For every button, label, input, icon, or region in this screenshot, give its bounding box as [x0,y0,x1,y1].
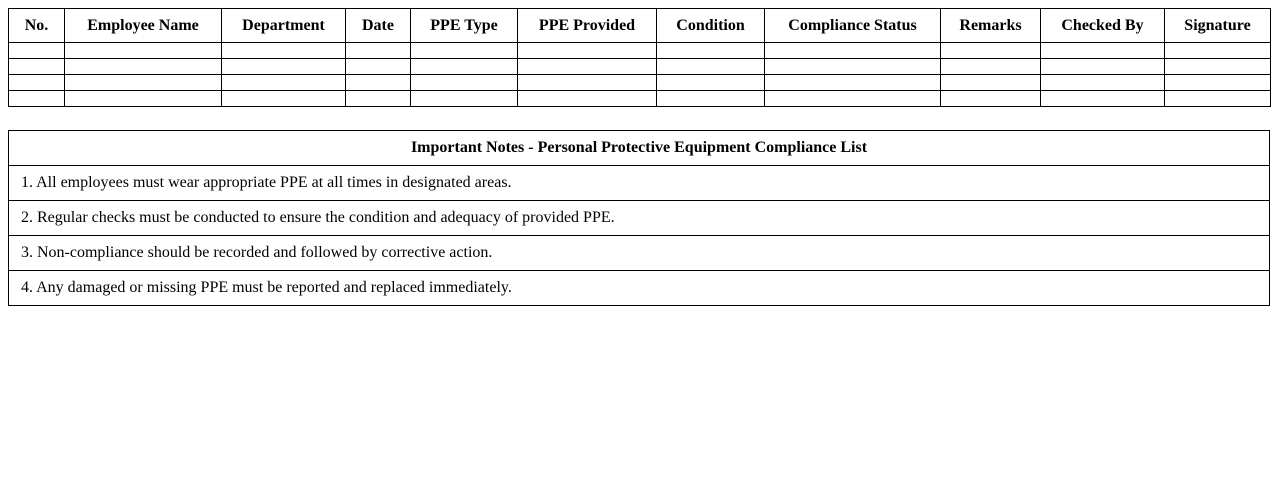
table-cell[interactable] [65,59,222,75]
table-cell[interactable] [9,75,65,91]
col-header-compliance-status: Compliance Status [765,9,941,43]
table-cell[interactable] [1165,59,1271,75]
table-cell[interactable] [65,91,222,107]
note-item: 3. Non-compliance should be recorded and followed by corrective action. [9,236,1270,271]
table-cell[interactable] [518,91,657,107]
table-cell[interactable] [9,59,65,75]
table-cell[interactable] [1165,91,1271,107]
table-row [9,91,1271,107]
table-cell[interactable] [657,91,765,107]
col-header-employee-name: Employee Name [65,9,222,43]
table-cell[interactable] [1041,91,1165,107]
table-cell[interactable] [1041,75,1165,91]
table-cell[interactable] [9,43,65,59]
note-item: 1. All employees must wear appropriate PPE at all times in designated areas. [9,166,1270,201]
table-cell[interactable] [941,43,1041,59]
table-cell[interactable] [411,59,518,75]
table-cell[interactable] [222,43,346,59]
table-cell[interactable] [765,59,941,75]
col-header-signature: Signature [1165,9,1271,43]
table-cell[interactable] [1165,75,1271,91]
col-header-no: No. [9,9,65,43]
col-header-condition: Condition [657,9,765,43]
col-header-date: Date [346,9,411,43]
note-row [9,201,1270,236]
table-cell[interactable] [518,75,657,91]
col-header-remarks: Remarks [941,9,1041,43]
table-cell[interactable] [9,91,65,107]
table-cell[interactable] [1041,43,1165,59]
note-row [9,236,1270,271]
table-cell[interactable] [657,75,765,91]
table-cell[interactable] [941,91,1041,107]
table-cell[interactable] [222,59,346,75]
note-row [9,271,1270,306]
table-cell[interactable] [1041,59,1165,75]
table-cell[interactable] [518,59,657,75]
table-row [9,43,1271,59]
table-cell[interactable] [222,75,346,91]
table-cell[interactable] [765,75,941,91]
table-cell[interactable] [346,91,411,107]
table-cell[interactable] [411,75,518,91]
table-cell[interactable] [411,43,518,59]
table-cell[interactable] [765,91,941,107]
table-body [9,43,1271,107]
table-cell[interactable] [657,59,765,75]
notes-title: Important Notes - Personal Protective Equipment Compliance List [9,131,1270,166]
col-header-department: Department [222,9,346,43]
table-row [9,59,1271,75]
note-item: 4. Any damaged or missing PPE must be reported and replaced immediately. [9,271,1270,306]
table-cell[interactable] [657,43,765,59]
col-header-checked-by: Checked By [1041,9,1165,43]
table-cell[interactable] [346,75,411,91]
table-cell[interactable] [222,91,346,107]
note-row [9,166,1270,201]
table-header-row [9,9,1271,43]
table-cell[interactable] [765,43,941,59]
table-row [9,75,1271,91]
col-header-ppe-provided: PPE Provided [518,9,657,43]
table-cell[interactable] [518,43,657,59]
table-cell[interactable] [1165,43,1271,59]
table-cell[interactable] [346,59,411,75]
ppe-log-table [8,8,1271,107]
col-header-ppe-type: PPE Type [411,9,518,43]
table-cell[interactable] [65,75,222,91]
table-cell[interactable] [941,75,1041,91]
table-cell[interactable] [411,91,518,107]
table-cell[interactable] [941,59,1041,75]
table-cell[interactable] [346,43,411,59]
important-notes-table [8,130,1270,306]
notes-title-row [9,131,1270,166]
note-item: 2. Regular checks must be conducted to ensure the condition and adequacy of provided PPE. [9,201,1270,236]
table-cell[interactable] [65,43,222,59]
